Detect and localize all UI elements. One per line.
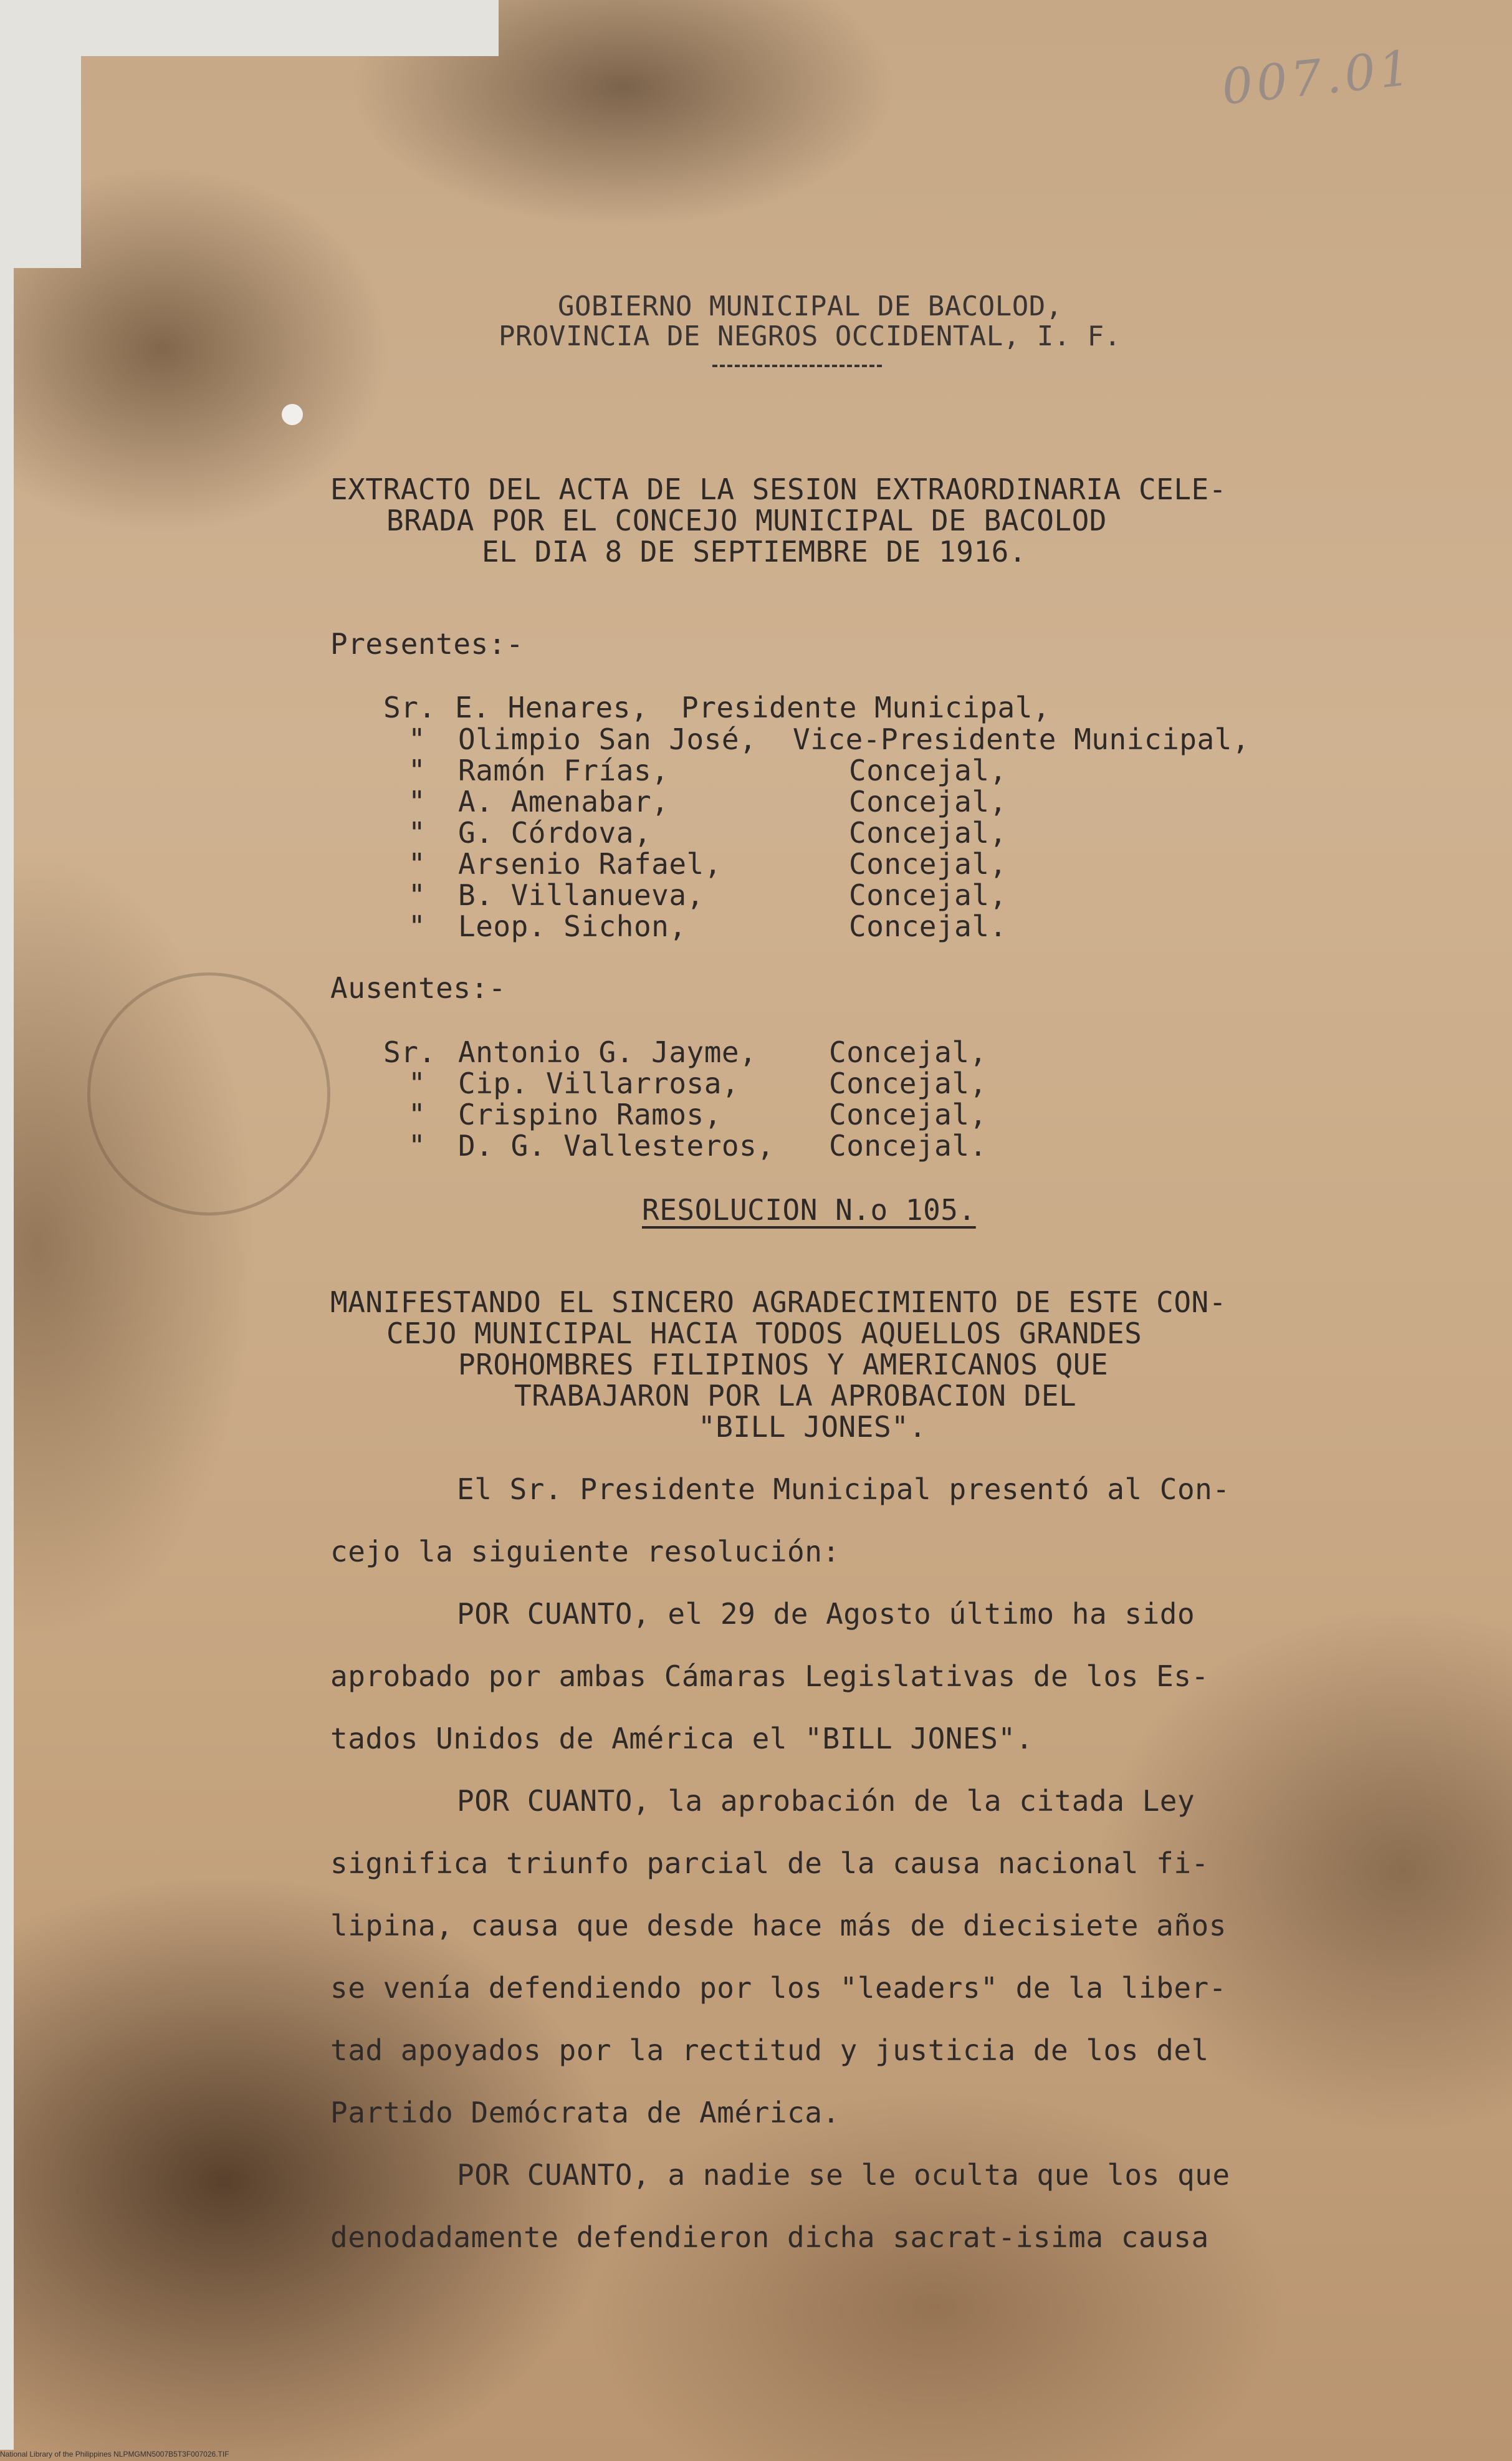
ausentes-role: Concejal,	[829, 1098, 987, 1131]
torn-corner	[0, 0, 499, 56]
presentes-name: Ramón Frías,	[458, 754, 669, 787]
body-line: Partido Demócrata de América.	[330, 2096, 840, 2129]
presentes-prefix: "	[408, 909, 426, 943]
presentes-prefix: "	[408, 754, 426, 787]
ausentes-prefix: "	[408, 1067, 426, 1100]
presentes-name: Leop. Sichon,	[458, 909, 687, 943]
resolution-title: RESOLUCION N.o 105.	[642, 1193, 976, 1227]
ausentes-name: Antonio G. Jayme,	[458, 1035, 757, 1069]
ausentes-name: Crispino Ramos,	[458, 1098, 722, 1131]
presentes-name: G. Córdova,	[458, 816, 652, 850]
ausentes-name: D. G. Vallesteros,	[458, 1129, 775, 1163]
presentes-prefix: "	[408, 816, 426, 850]
presentes-role: Presidente Municipal,	[681, 691, 1051, 724]
row-prefix: Sr.	[383, 691, 436, 724]
title-line-2: BRADA POR EL CONCEJO MUNICIPAL DE BACOLOD	[386, 504, 1107, 537]
torn-edge	[0, 268, 14, 2450]
ausentes-prefix: "	[408, 1098, 426, 1131]
presentes-name: Olimpio San José,	[458, 722, 757, 756]
presentes-row	[383, 693, 436, 722]
body-line: El Sr. Presidente Municipal presentó al Con-	[457, 1472, 1230, 1506]
subject-line-1: MANIFESTANDO EL SINCERO AGRADECIMIENTO DE ESTE CON-	[330, 1285, 1227, 1319]
presentes-name: E. Henares,	[455, 691, 649, 724]
title-line-1: EXTRACTO DEL ACTA DE LA SESION EXTRAORDINARIA CELE-	[330, 473, 1227, 506]
presentes-role: Concejal,	[849, 847, 1007, 881]
subject-line-5: "BILL JONES".	[698, 1410, 927, 1444]
presentes-name: A. Amenabar,	[458, 785, 669, 818]
presentes-name: Arsenio Rafael,	[458, 847, 722, 881]
header-divider	[712, 365, 882, 367]
subject-line-4: TRABAJARON POR LA APROBACION DEL	[514, 1379, 1077, 1413]
ausentes-role: Concejal,	[829, 1035, 987, 1069]
subject-line-2: CEJO MUNICIPAL HACIA TODOS AQUELLOS GRANDES	[386, 1317, 1142, 1350]
body-line: aprobado por ambas Cámaras Legislativas de los Es-	[330, 1659, 1209, 1693]
body-line: tad apoyados por la rectitud y justicia de los del	[330, 2033, 1209, 2067]
header-line-2: PROVINCIA DE NEGROS OCCIDENTAL, I. F.	[499, 320, 1121, 352]
body-line: POR CUANTO, a nadie se le oculta que los que	[457, 2158, 1230, 2192]
ausentes-heading: Ausentes:-	[330, 971, 506, 1005]
presentes-role: Concejal.	[849, 909, 1007, 943]
torn-corner	[0, 56, 81, 268]
body-line: POR CUANTO, el 29 de Agosto último ha sido	[457, 1597, 1195, 1631]
body-line: tados Unidos de América el "BILL JONES".	[330, 1722, 1033, 1755]
ausentes-prefix: "	[408, 1129, 426, 1163]
presentes-prefix: "	[408, 785, 426, 818]
body-line: se venía defendiendo por los "leaders" de la liber-	[330, 1971, 1227, 2005]
body-line: denodadamente defendieron dicha sacrat-isima causa	[330, 2220, 1209, 2254]
ausentes-name: Cip. Villarrosa,	[458, 1067, 740, 1100]
body-line: lipina, causa que desde hace más de diecisiete años	[330, 1909, 1227, 1942]
presentes-prefix: "	[408, 847, 426, 881]
ausentes-role: Concejal,	[829, 1067, 987, 1100]
presentes-prefix: "	[408, 722, 426, 756]
body-line: significa triunfo parcial de la causa nacional fi-	[330, 1846, 1209, 1880]
presentes-role: Concejal,	[849, 878, 1007, 912]
presentes-prefix: "	[408, 878, 426, 912]
presentes-role: Vice-Presidente Municipal,	[793, 722, 1250, 756]
presentes-name: B. Villanueva,	[458, 878, 704, 912]
torn-hole	[282, 404, 303, 425]
subject-line-3: PROHOMBRES FILIPINOS Y AMERICANOS QUE	[458, 1348, 1109, 1381]
presentes-role: Concejal,	[849, 816, 1007, 850]
ausentes-prefix: Sr.	[383, 1035, 436, 1069]
presentes-role: Concejal,	[849, 754, 1007, 787]
faded-seal	[87, 972, 330, 1216]
presentes-heading: Presentes:-	[330, 627, 524, 661]
header-line-1: GOBIERNO MUNICIPAL DE BACOLOD,	[558, 290, 1063, 322]
presentes-role: Concejal,	[849, 785, 1007, 818]
ausentes-role: Concejal.	[829, 1129, 987, 1163]
body-line: POR CUANTO, la aprobación de la citada Ley	[457, 1784, 1195, 1818]
handwritten-note: 007.01	[1219, 40, 1417, 116]
title-line-3: EL DIA 8 DE SEPTIEMBRE DE 1916.	[482, 535, 1027, 568]
body-line: cejo la siguiente resolución:	[330, 1535, 840, 1568]
archive-footer: National Library of the Philippines NLPMGMN5007B5T3F007026.TIF	[0, 2450, 229, 2459]
